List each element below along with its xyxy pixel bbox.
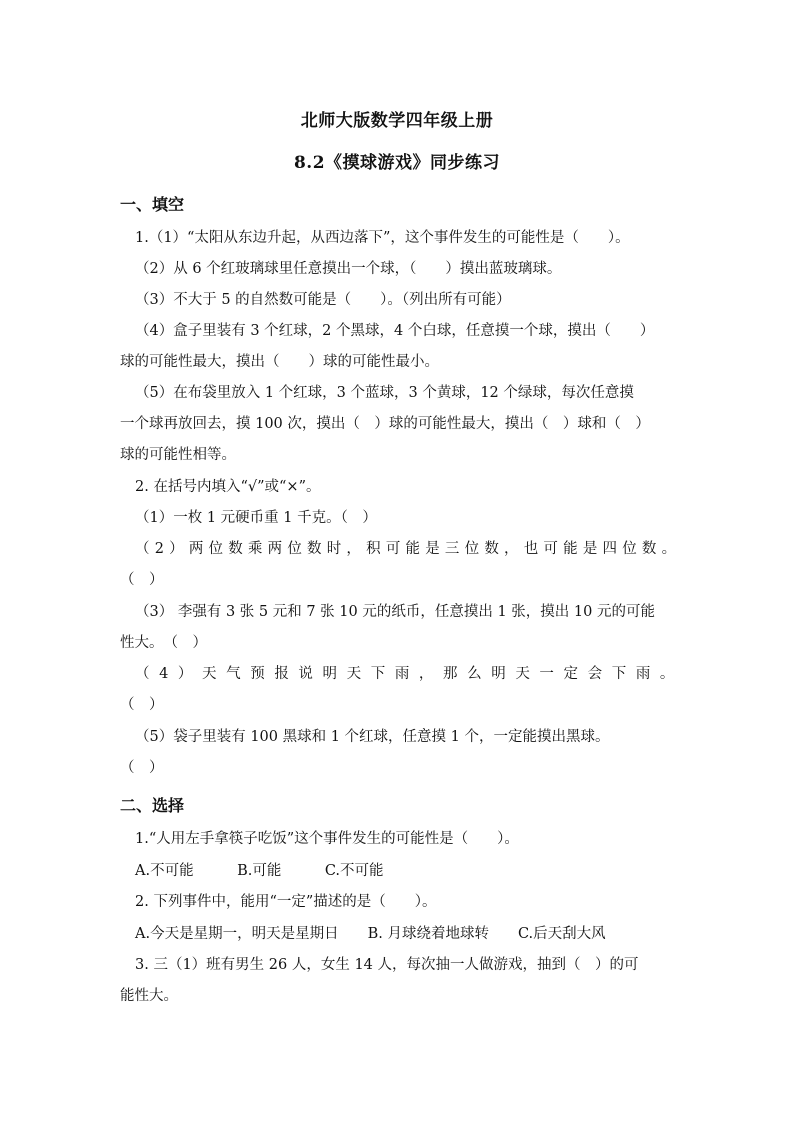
question-2-3-line1: （3） 李强有 3 张 5 元和 7 张 10 元的纸币，任意摸出 1 张，摸出 10 元的可能 — [135, 604, 655, 620]
question-2-4: （4）天气预报说明天下雨，那么明天一定会下雨。 — [135, 666, 685, 682]
choice-question-2: 2. 下列事件中，能用“一定”描述的是（ ）。 — [135, 894, 437, 910]
document-subtitle: 8.2《摸球游戏》同步练习 — [293, 153, 501, 173]
question-1-1: 1.（1）“太阳从东边升起，从西边落下”，这个事件发生的可能性是（ ）。 — [135, 230, 630, 246]
question-2-2-answer: （ ） — [120, 572, 164, 588]
choice-question-1: 1.“人用左手拿筷子吃饭”这个事件发生的可能性是（ ）。 — [135, 831, 519, 847]
question-1-4-line2: 球的可能性最大，摸出（ ）球的可能性最小。 — [120, 354, 439, 370]
question-2-5: （5）袋子里装有 100 黑球和 1 个红球，任意摸 1 个，一定能摸出黑球。 — [135, 729, 610, 745]
choice-question-3-line1: 3. 三（1）班有男生 26 人，女生 14 人，每次抽一人做游戏，抽到（ ）的可 — [135, 957, 639, 973]
question-2-3-line2: 性大。 （ ） — [120, 635, 207, 651]
question-1-3: （3）不大于 5 的自然数可能是（ ）。（列出所有可能） — [135, 292, 511, 308]
document-title: 北师大版数学四年级上册 — [300, 111, 494, 131]
question-1-2: （2）从 6 个红玻璃球里任意摸出一个球，（ ）摸出蓝玻璃球。 — [135, 261, 562, 277]
question-2-1: （1）一枚 1 元硬币重 1 千克。（ ） — [135, 510, 377, 526]
question-2-4-answer: （ ） — [120, 697, 164, 713]
question-2-2: （2）两位数乘两位数时，积可能是三位数，也可能是四位数。 — [135, 541, 682, 557]
section-heading-fill-in: 一、填空 — [120, 195, 185, 214]
section-heading-choice: 二、选择 — [120, 796, 185, 815]
question-1-5-line1: （5）在布袋里放入 1 个红球，3 个蓝球，3 个黄球，12 个绿球，每次任意摸 — [135, 385, 634, 401]
question-1-4-line1: （4）盒子里装有 3 个红球，2 个黑球，4 个白球，任意摸一个球，摸出（ ） — [135, 323, 655, 339]
question-1-5-line3: 球的可能性相等。 — [120, 447, 236, 463]
question-2-heading: 2. 在括号内填入“√”或“×”。 — [135, 479, 321, 495]
question-2-5-answer: （ ） — [120, 760, 164, 776]
choice-question-1-options: A.不可能 B.可能 C.不可能 — [135, 863, 384, 879]
choice-question-2-options: A.今天是星期一，明天是星期日 B. 月球绕着地球转 C.后天刮大风 — [135, 926, 606, 942]
choice-question-3-line2: 能性大。 — [120, 988, 178, 1004]
question-1-5-line2: 一个球再放回去，摸 100 次，摸出（ ）球的可能性最大，摸出（ ）球和（ ） — [120, 416, 650, 432]
